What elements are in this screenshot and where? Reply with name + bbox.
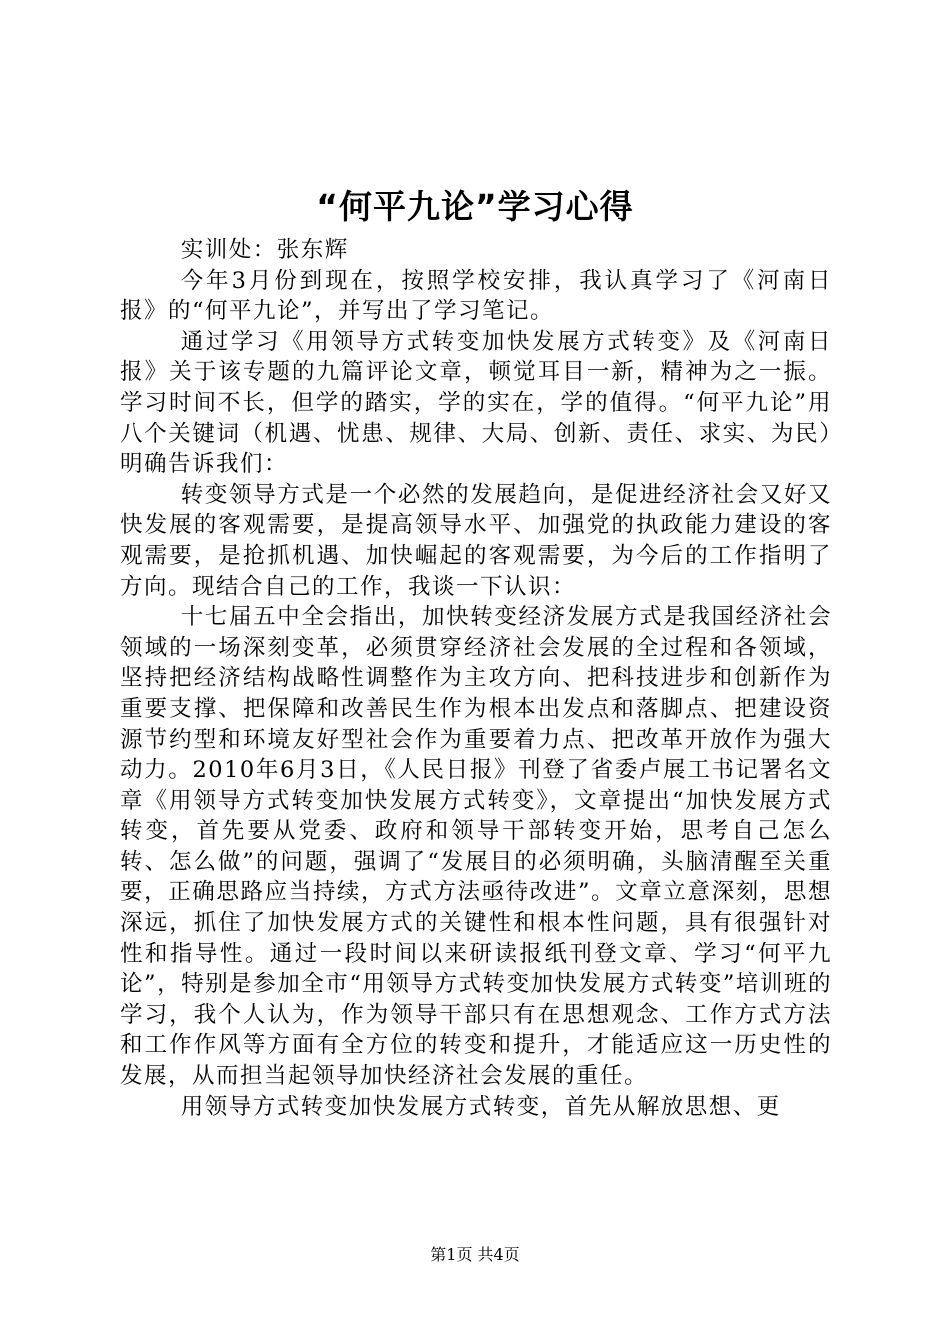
paragraph: 用领导方式转变加快发展方式转变，首先从解放思想、更 (180, 1093, 781, 1120)
document-title: “何平九论”学习心得 (316, 187, 634, 226)
author-line: 实训处：张东辉 (180, 237, 349, 263)
paragraph: 通过学习《用领导方式转变加快发展方式转变》及《河南日报》关于该专题的九篇评论文章，顿觉耳目一新，精神为之一振。学习时间不长，但学的踏实，学的实在，学的值得。“何平九论”用八个关键词（机遇、忧患、规律、大局、创新、责任、求实、为民）明确告诉我们： (120, 328, 832, 478)
page-number-footer: 第1页 共4页 (430, 1245, 520, 1264)
document-body (120, 235, 832, 1122)
paragraph: 今年3月份到现在，按照学校安排，我认真学习了《河南日报》的“何平九论”，并写出了学习笔记。 (120, 267, 832, 325)
paragraph: 转变领导方式是一个必然的发展趋向，是促进经济社会又好又快发展的客观需要，是提高领导水平、加强党的执政能力建设的客观需要，是抢抓机遇、加快崛起的客观需要，为今后的工作指明了方向。现结合自己的工作，我谈一下认识： (120, 481, 832, 600)
paragraph: 十七届五中全会指出，加快转变经济发展方式是我国经济社会领域的一场深刻变革，必须贯穿经济社会发展的全过程和各领域，坚持把经济结构战略性调整作为主攻方向、把科技进步和创新作为重要支撑、把保障和改善民生作为根本出发点和落脚点、把建设资源节约型和环境友好型社会作为重要着力点、把改革开放作为强大动力。2010年6月3日，《人民日报》刊登了省委卢展工书记署名文章《用领导方式转变加快发展方式转变》，文章提出“加快发展方式转变，首先要从党委、政府和领导干部转变开始，思考自己怎么转、怎么做”的问题，强调了“发展目的必须明确，头脑清醒至关重要，正确思路应当持续，方式方法亟待改进”。文章立意深刻，思想深远，抓住了加快发展方式的关键性和根本性问题，具有很强针对性和指导性。通过一段时间以来研读报纸刊登文章、学习“何平九论”，特别是参加全市“用领导方式转变加快发展方式转变”培训班的学习，我个人认为，作为领导干部只有在思想观念、工作方式方法和工作作风等方面有全方位的转变和提升，才能适应这一历史性的发展，从而担当起领导加快经济社会发展的重任。 (120, 604, 832, 1090)
